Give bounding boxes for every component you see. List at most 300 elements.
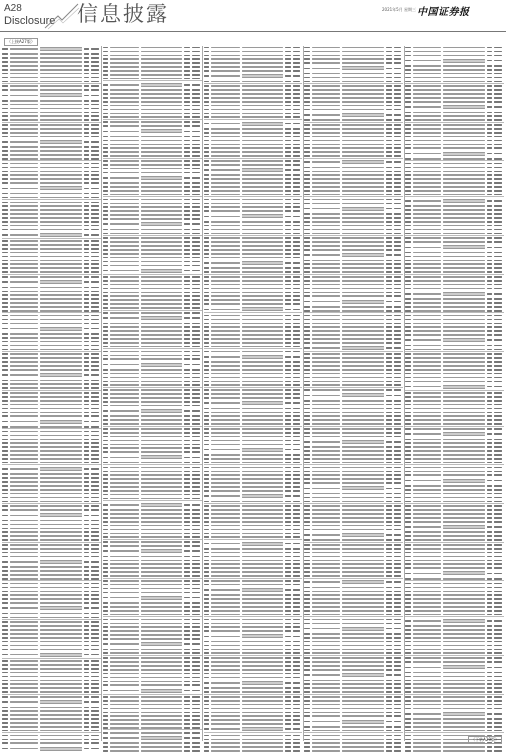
table-cell [487, 51, 493, 53]
table-row [103, 116, 202, 120]
table-cell [2, 735, 8, 737]
table-cell [386, 357, 392, 359]
table-cell [211, 598, 239, 600]
table-cell [386, 575, 392, 577]
table-row [304, 337, 403, 340]
table-cell [494, 47, 502, 49]
table-cell [405, 349, 411, 351]
table-row [103, 171, 202, 174]
table-row [204, 69, 303, 72]
table-cell [184, 203, 190, 205]
table-cell [242, 89, 284, 91]
table-cell [293, 178, 301, 180]
table-row [2, 466, 101, 472]
table-cell [304, 353, 310, 355]
table-cell [10, 524, 38, 526]
table-cell [405, 132, 411, 134]
table-cell [40, 426, 82, 428]
table-cell [304, 245, 310, 247]
table-row [103, 528, 202, 531]
table-cell [10, 267, 38, 269]
table-cell [2, 598, 8, 600]
table-cell [285, 334, 291, 336]
table-row [405, 399, 504, 402]
table-cell [413, 112, 441, 114]
table-cell [394, 167, 402, 169]
table-row [405, 178, 504, 181]
table-cell [386, 641, 392, 643]
table-cell [2, 660, 8, 662]
table-cell [285, 419, 291, 421]
table-row [2, 279, 101, 285]
table-cell [304, 167, 310, 169]
table-cell [312, 652, 340, 654]
table-cell [386, 292, 392, 294]
table-cell [84, 645, 90, 647]
table-cell [91, 524, 99, 526]
table-cell [242, 712, 284, 714]
table-cell [211, 105, 239, 107]
table-cell [405, 513, 411, 515]
table-cell [443, 730, 485, 732]
table-row [405, 291, 504, 297]
table-cell [141, 206, 183, 208]
table-cell [405, 602, 411, 604]
table-cell [443, 467, 485, 469]
table-cell [386, 384, 392, 386]
table-cell [293, 552, 301, 554]
table-cell [304, 203, 310, 205]
table-cell [443, 645, 485, 647]
table-cell [312, 89, 340, 91]
table-cell [103, 249, 109, 251]
table-cell [184, 580, 190, 582]
table-row [103, 660, 202, 663]
table-cell [304, 271, 310, 273]
table-row [304, 151, 403, 154]
table-cell [192, 550, 200, 552]
table-cell [192, 474, 200, 476]
table-cell [184, 312, 190, 314]
table-cell [443, 338, 485, 342]
table-cell [413, 400, 441, 402]
table-cell [204, 556, 210, 558]
table-cell [342, 614, 384, 616]
table-cell [304, 563, 310, 565]
table-row [204, 532, 303, 535]
table-row [103, 726, 202, 730]
table-cell [413, 474, 441, 476]
table-cell [386, 93, 392, 95]
table-row [304, 62, 403, 65]
table-cell [204, 739, 210, 741]
table-cell [40, 676, 82, 678]
table-row [2, 383, 101, 386]
table-cell [394, 556, 402, 558]
table-cell [394, 633, 402, 635]
table-cell [84, 209, 90, 211]
table-cell [342, 552, 384, 554]
table-row [103, 722, 202, 725]
table-cell [394, 628, 402, 630]
table-cell [394, 474, 402, 476]
table-cell [413, 578, 441, 580]
table-cell [394, 482, 402, 484]
table-cell [2, 256, 8, 258]
table-cell [285, 199, 291, 201]
table-cell [293, 580, 301, 582]
table-row [204, 143, 303, 146]
table-cell [103, 719, 109, 721]
table-cell [10, 217, 38, 219]
table-cell [192, 364, 200, 366]
table-cell [204, 575, 210, 577]
table-cell [443, 171, 485, 173]
table-cell [487, 60, 493, 62]
table-cell [40, 450, 82, 452]
table-cell [211, 342, 239, 344]
table-cell [40, 707, 82, 709]
table-cell [40, 739, 82, 741]
table-cell [10, 383, 38, 385]
table-cell [293, 140, 301, 142]
table-cell [103, 295, 109, 297]
table-cell [192, 563, 200, 565]
table-cell [211, 552, 239, 554]
table-cell [91, 115, 99, 117]
table-cell [405, 124, 411, 126]
table-cell [141, 351, 183, 353]
table-cell [84, 178, 90, 180]
table-cell [293, 47, 301, 49]
table-cell [405, 140, 411, 142]
table-cell [494, 69, 502, 71]
table-cell [386, 68, 392, 70]
table-cell [413, 377, 441, 379]
table-cell [84, 154, 90, 156]
table-row [304, 435, 403, 438]
table-cell [103, 62, 109, 64]
table-cell [342, 440, 384, 444]
table-row [304, 509, 403, 512]
table-cell [10, 392, 38, 394]
table-cell [342, 691, 384, 693]
table-cell [103, 140, 109, 142]
table-cell [211, 665, 239, 667]
table-cell [91, 748, 99, 750]
table-cell [184, 323, 190, 325]
table-cell [84, 104, 90, 106]
table-cell [285, 712, 291, 714]
table-cell [192, 614, 200, 616]
table-row [405, 255, 504, 258]
table-cell [110, 113, 138, 115]
table-cell [487, 474, 493, 476]
table-row [304, 263, 403, 266]
table-row [405, 85, 504, 88]
table-cell [192, 109, 200, 111]
table-row [103, 46, 202, 49]
table-cell [40, 591, 82, 593]
table-cell [413, 428, 441, 430]
table-cell [413, 415, 441, 417]
table-cell [211, 415, 239, 417]
table-row [304, 295, 403, 298]
table-cell [405, 633, 411, 635]
table-cell [413, 620, 441, 622]
table-cell [293, 626, 301, 628]
table-cell [184, 97, 190, 99]
table-cell [413, 567, 441, 569]
table-cell [394, 381, 402, 383]
table-cell [103, 206, 109, 208]
table-cell [487, 614, 493, 616]
table-cell [242, 267, 284, 269]
table-cell [110, 684, 138, 686]
table-cell [192, 270, 200, 272]
table-cell [184, 478, 190, 480]
table-cell [2, 197, 8, 199]
table-cell [2, 556, 8, 558]
table-row [2, 53, 101, 56]
table-row [103, 609, 202, 612]
table-cell [40, 742, 82, 744]
table-cell [141, 428, 183, 430]
table-cell [304, 423, 310, 425]
table-cell [84, 446, 90, 448]
table-cell [405, 200, 411, 202]
table-cell [304, 132, 310, 134]
table-cell [2, 583, 8, 585]
table-cell [184, 606, 190, 608]
table-cell [413, 423, 441, 425]
table-cell [91, 458, 99, 460]
table-cell [141, 563, 183, 565]
table-row [103, 541, 202, 544]
table-cell [204, 342, 210, 344]
table-cell [184, 47, 190, 49]
table-cell [443, 610, 485, 612]
table-cell [405, 353, 411, 355]
table-cell [110, 270, 138, 272]
table-row [304, 357, 403, 360]
table-row [204, 427, 303, 430]
table-cell [487, 247, 493, 249]
table-cell [312, 73, 340, 75]
table-cell [304, 310, 310, 312]
table-cell [443, 396, 485, 398]
table-cell [40, 566, 82, 568]
table-row [103, 466, 202, 469]
table-cell [242, 727, 284, 731]
table-cell [110, 708, 138, 710]
table-cell [141, 669, 183, 671]
table-row [405, 496, 504, 499]
table-row [304, 555, 403, 558]
table-cell [204, 361, 210, 363]
table-cell [405, 412, 411, 414]
table-cell [487, 256, 493, 258]
table-row [103, 358, 202, 361]
table-cell [2, 528, 8, 530]
table-cell [494, 136, 502, 138]
table-cell [342, 704, 384, 706]
table-cell [342, 217, 384, 219]
table-cell [487, 419, 493, 421]
table-cell [487, 423, 493, 425]
table-cell [293, 436, 301, 438]
table-cell [413, 345, 441, 347]
table-cell [293, 221, 301, 223]
table-cell [413, 373, 441, 375]
table-row [103, 595, 202, 601]
table-cell [141, 338, 183, 340]
table-cell [192, 643, 200, 645]
table-cell [312, 657, 340, 659]
table-cell [242, 140, 284, 142]
table-cell [192, 62, 200, 64]
table-cell [91, 485, 99, 487]
table-cell [405, 433, 411, 435]
table-cell [10, 454, 38, 456]
table-row [103, 376, 202, 379]
table-cell [91, 481, 99, 483]
table-cell [394, 488, 402, 490]
table-cell [211, 164, 239, 166]
table-cell [204, 262, 210, 264]
table-cell [342, 93, 384, 95]
table-cell [91, 676, 99, 678]
table-cell [285, 594, 291, 596]
table-cell [312, 119, 340, 121]
table-cell [40, 327, 82, 331]
table-cell [312, 225, 340, 227]
table-cell [285, 309, 291, 311]
table-cell [386, 715, 392, 717]
table-cell [141, 151, 183, 153]
table-row [2, 259, 101, 262]
table-cell [10, 271, 38, 273]
table-cell [242, 105, 284, 107]
table-cell [443, 712, 485, 716]
table-cell [304, 357, 310, 359]
table-row [204, 112, 303, 115]
table-row [304, 185, 403, 188]
table-cell [211, 237, 239, 239]
table-cell [2, 119, 8, 121]
table-cell [386, 389, 392, 391]
table-cell [110, 584, 138, 586]
table-row [405, 123, 504, 126]
table-cell [184, 233, 190, 235]
table-cell [443, 89, 485, 91]
table-cell [91, 505, 99, 507]
table-row [204, 368, 303, 371]
table-cell [2, 501, 8, 503]
table-cell [342, 641, 384, 643]
table-cell [91, 48, 99, 50]
table-row [304, 648, 403, 651]
table-cell [487, 700, 493, 702]
table-cell [312, 575, 340, 577]
table-row [2, 232, 101, 239]
table-cell [40, 233, 82, 237]
table-row [204, 644, 303, 647]
table-row [2, 239, 101, 242]
table-cell [40, 649, 82, 651]
table-cell [141, 346, 183, 348]
table-cell [242, 109, 284, 111]
table-cell [304, 560, 310, 562]
table-row [2, 488, 101, 491]
table-cell [342, 739, 384, 741]
table-cell [141, 471, 183, 473]
table-row [204, 85, 303, 88]
table-cell [84, 574, 90, 576]
table-row [204, 131, 303, 134]
table-cell [204, 626, 210, 628]
table-cell [386, 657, 392, 659]
table-cell [110, 440, 138, 442]
table-cell [242, 436, 284, 438]
table-cell [204, 589, 210, 591]
table-cell [40, 197, 82, 199]
table-cell [40, 276, 82, 278]
table-cell [242, 677, 284, 679]
table-cell [293, 402, 301, 404]
table-cell [304, 649, 310, 651]
table-row [405, 287, 504, 290]
table-cell [141, 58, 183, 60]
table-row [103, 695, 202, 698]
table-cell [312, 610, 340, 612]
table-cell [184, 444, 190, 446]
table-cell [293, 210, 301, 212]
table-cell [184, 467, 190, 469]
table-cell [394, 735, 402, 737]
table-cell [487, 229, 493, 231]
table-cell [10, 421, 38, 423]
table-cell [293, 66, 301, 68]
table-cell [394, 534, 402, 536]
table-cell [443, 292, 485, 296]
table-cell [84, 349, 90, 351]
table-cell [184, 164, 190, 166]
table-cell [141, 334, 183, 336]
table-cell [141, 241, 183, 243]
table-cell [394, 657, 402, 659]
table-cell [211, 377, 239, 379]
table-cell [443, 531, 485, 533]
table-cell [91, 509, 99, 511]
table-cell [110, 261, 138, 263]
table-cell [405, 730, 411, 732]
table-cell [443, 81, 485, 83]
table-cell [242, 606, 284, 608]
table-cell [242, 458, 284, 460]
table-cell [2, 178, 8, 180]
table-cell [84, 528, 90, 530]
table-cell [40, 680, 82, 682]
table-cell [242, 700, 284, 702]
table-cell [487, 676, 493, 678]
table-cell [84, 613, 90, 615]
table-cell [141, 303, 183, 305]
table-cell [413, 221, 441, 223]
table-row [204, 213, 303, 219]
table-row [103, 516, 202, 519]
table-cell [342, 295, 384, 297]
